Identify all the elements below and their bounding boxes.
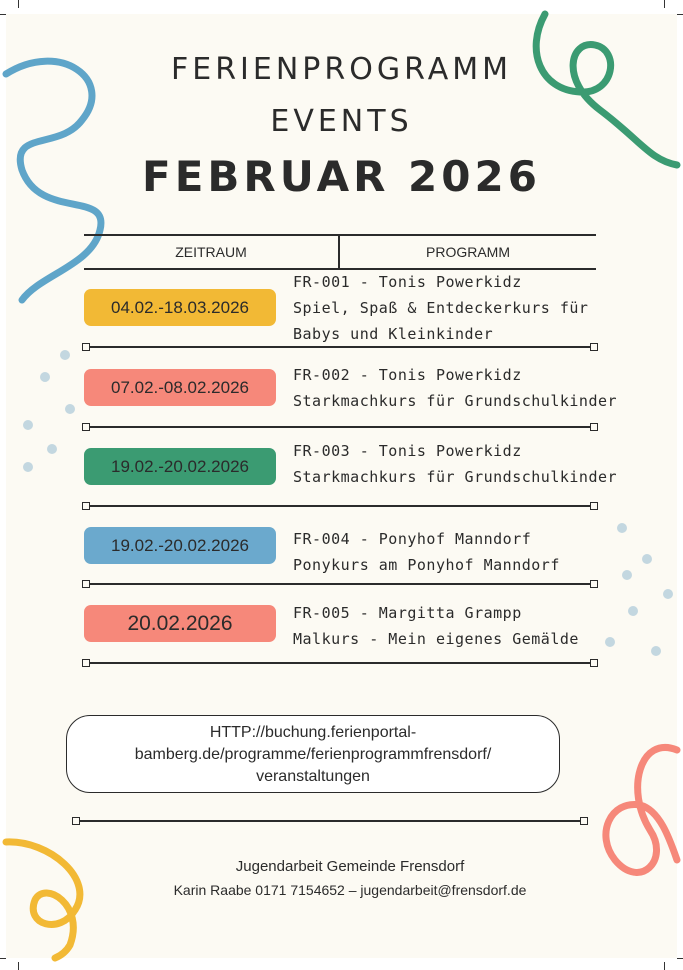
title-line-ferienprogramm: FERIENPROGRAMM xyxy=(170,52,512,87)
title-line-events: EVENTS xyxy=(270,104,413,139)
program-description: Malkurs - Mein eigenes Gemälde xyxy=(293,630,579,648)
footer-separator xyxy=(76,820,584,822)
booking-link-line: veranstaltungen xyxy=(256,768,370,785)
booking-link[interactable] xyxy=(66,715,560,793)
program-row-2 xyxy=(293,362,653,414)
program-description: Babys und Kleinkinder xyxy=(293,325,494,343)
row-separator xyxy=(86,662,594,664)
date-badge-row-5: 20.02.2026 xyxy=(84,605,276,642)
program-title: FR-001 - Tonis Powerkidz xyxy=(293,273,522,291)
program-row-5 xyxy=(293,600,653,652)
column-header-zeitraum: ZEITRAUM xyxy=(84,236,340,268)
program-row-4 xyxy=(293,526,653,578)
date-badge-row-1: 04.02.-18.03.2026 xyxy=(84,289,276,326)
program-row-1 xyxy=(293,269,653,347)
row-separator xyxy=(86,426,594,428)
program-description: Starkmachkurs für Grundschulkinder xyxy=(293,468,618,486)
footer-organization: Jugendarbeit Gemeinde Frensdorf xyxy=(235,858,465,875)
program-description: Starkmachkurs für Grundschulkinder xyxy=(293,392,618,410)
date-badge-row-3: 19.02.-20.02.2026 xyxy=(84,448,276,485)
row-separator xyxy=(86,346,594,348)
program-row-3 xyxy=(293,438,653,490)
booking-link-line: bamberg.de/programme/ferienprogrammfrensdorf/ xyxy=(134,746,492,763)
program-description: Ponykurs am Ponyhof Manndorf xyxy=(293,556,560,574)
booking-link-line: HTTP://buchung.ferienportal- xyxy=(209,724,417,741)
row-separator xyxy=(86,583,594,585)
program-title: FR-005 - Margitta Grampp xyxy=(293,604,522,622)
green-swirl xyxy=(536,14,677,165)
title-line-month: FEBRUAR 2026 xyxy=(142,152,541,201)
program-description: Spiel, Spaß & Entdeckerkurs für xyxy=(293,299,589,317)
program-title: FR-003 - Tonis Powerkidz xyxy=(293,442,522,460)
footer-contact: Karin Raabe 0171 7154652 – jugendarbeit@frensdorf.de xyxy=(173,882,527,898)
table-header xyxy=(84,234,596,270)
coral-swirl xyxy=(606,747,677,872)
column-header-programm: PROGRAMM xyxy=(426,244,510,260)
program-title: FR-002 - Tonis Powerkidz xyxy=(293,366,522,384)
row-separator xyxy=(86,505,594,507)
program-title: FR-004 - Ponyhof Manndorf xyxy=(293,530,532,548)
date-badge-row-4: 19.02.-20.02.2026 xyxy=(84,527,276,564)
date-badge-row-2: 07.02.-08.02.2026 xyxy=(84,369,276,406)
